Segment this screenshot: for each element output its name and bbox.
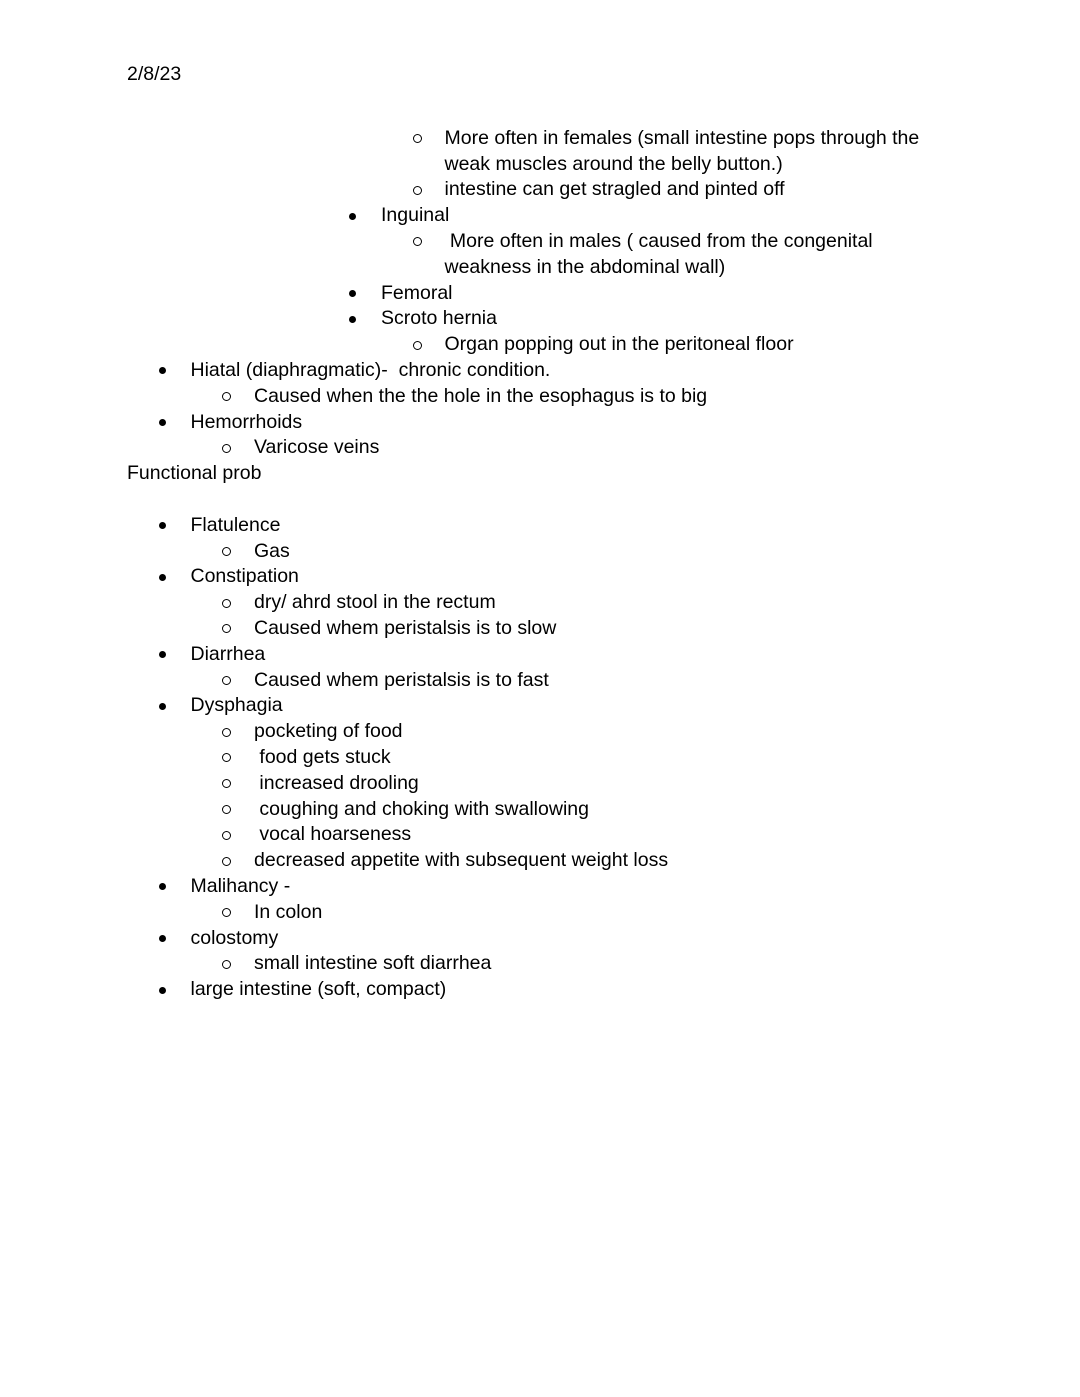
list-item-text: Constipation: [190, 565, 299, 588]
bullet-disc-icon: [349, 290, 356, 297]
list-item-text: Caused when the the hole in the esophagus is to big: [254, 384, 708, 407]
list-item: [127, 926, 953, 952]
list-item: [127, 384, 953, 410]
list-item-text: vocal hoarseness: [254, 823, 412, 846]
bullet-disc-icon: [159, 987, 166, 994]
bullet-circle-icon: [222, 599, 231, 608]
bullet-circle-icon: [222, 908, 231, 917]
bullet-disc-icon: [159, 419, 166, 426]
list-item: [127, 693, 953, 719]
bullet-circle-icon: [222, 960, 231, 969]
list-item: [127, 951, 953, 977]
list-item: [127, 126, 953, 178]
list-item: [127, 539, 953, 565]
list-item: [127, 745, 953, 771]
list-item-text: Gas: [254, 539, 290, 562]
bullet-circle-icon: [413, 237, 422, 246]
list-item-text: large intestine (soft, compact): [190, 978, 447, 1001]
list-item: [127, 668, 953, 694]
blank-line: [127, 487, 953, 513]
bullet-circle-icon: [222, 444, 231, 453]
bullet-circle-icon: [222, 753, 231, 762]
list-item: [127, 513, 953, 539]
list-item-text: Caused whem peristalsis is to slow: [254, 616, 557, 639]
bullet-disc-icon: [159, 574, 166, 581]
list-item-text: More often in females (small intestine pops through the weak muscles around the belly button.): [444, 126, 925, 175]
list-item: [127, 874, 953, 900]
list-item-text: Dysphagia: [190, 694, 283, 717]
bullet-disc-icon: [349, 316, 356, 323]
list-item: [127, 229, 953, 281]
date-text: 2/8/23: [127, 63, 182, 85]
list-item-text: intestine can get stragled and pinted off: [444, 178, 785, 201]
list-item-text: Hemorrhoids: [190, 410, 303, 433]
bullet-circle-icon: [222, 728, 231, 737]
list-item-text: Hiatal (diaphragmatic)- chronic condition.: [190, 358, 551, 381]
section-heading: [127, 461, 953, 487]
list-item: [127, 822, 953, 848]
list-item: [127, 564, 953, 590]
list-item: [127, 719, 953, 745]
list-item-text: Flatulence: [190, 513, 281, 536]
list-item: [127, 435, 953, 461]
bullet-disc-icon: [349, 213, 356, 220]
list-item-text: dry/ ahrd stool in the rectum: [254, 591, 496, 614]
list-item: [127, 848, 953, 874]
list-item: [127, 281, 953, 307]
list-item-text: Varicose veins: [254, 436, 380, 459]
bullet-disc-icon: [159, 367, 166, 374]
list-item-text: pocketing of food: [254, 720, 403, 743]
bullet-circle-icon: [222, 547, 231, 556]
list-item-text: Caused whem peristalsis is to fast: [254, 668, 549, 691]
bullet-circle-icon: [222, 676, 231, 685]
list-item-text: In colon: [254, 900, 323, 923]
section-heading-text: Functional prob: [127, 462, 262, 485]
list-item-text: Diarrhea: [190, 642, 266, 665]
list-item: [127, 900, 953, 926]
list-item: [127, 642, 953, 668]
list-item: [127, 977, 953, 1003]
list-item-text: Femoral: [381, 281, 453, 304]
bullet-circle-icon: [222, 624, 231, 633]
bullet-disc-icon: [159, 522, 166, 529]
list-item-text: Scroto hernia: [381, 307, 497, 330]
bullet-circle-icon: [222, 779, 231, 788]
bullet-disc-icon: [159, 703, 166, 710]
bullet-circle-icon: [413, 341, 422, 350]
bullet-circle-icon: [222, 392, 231, 401]
bullet-disc-icon: [159, 883, 166, 890]
list-item: [127, 771, 953, 797]
bullet-circle-icon: [413, 186, 422, 195]
list-item: [127, 332, 953, 358]
bullet-circle-icon: [413, 134, 422, 143]
list-item-text: colostomy: [190, 926, 279, 949]
list-item: [127, 358, 953, 384]
bullet-circle-icon: [222, 857, 231, 866]
bullet-disc-icon: [159, 935, 166, 942]
list-item: [127, 410, 953, 436]
list-item: [127, 203, 953, 229]
bullet-disc-icon: [159, 651, 166, 658]
list-item: [127, 797, 953, 823]
list-item-text: Malihancy -: [190, 874, 291, 897]
list-item-text: Organ popping out in the peritoneal floor: [444, 333, 794, 356]
list-item-text: food gets stuck: [254, 745, 391, 768]
list-item-text: increased drooling: [254, 771, 419, 794]
list-item-text: More often in males ( caused from the congenital weakness in the abdominal wall): [444, 229, 879, 278]
list-item-text: decreased appetite with subsequent weight loss: [254, 849, 669, 872]
bullet-circle-icon: [222, 831, 231, 840]
bullet-circle-icon: [222, 805, 231, 814]
list-item: [127, 590, 953, 616]
list-item: [127, 177, 953, 203]
list-item-text: Inguinal: [381, 204, 450, 227]
list-item: [127, 616, 953, 642]
list-item: [127, 306, 953, 332]
list-item-text: coughing and choking with swallowing: [254, 797, 589, 820]
list-item-text: small intestine soft diarrhea: [254, 952, 492, 975]
